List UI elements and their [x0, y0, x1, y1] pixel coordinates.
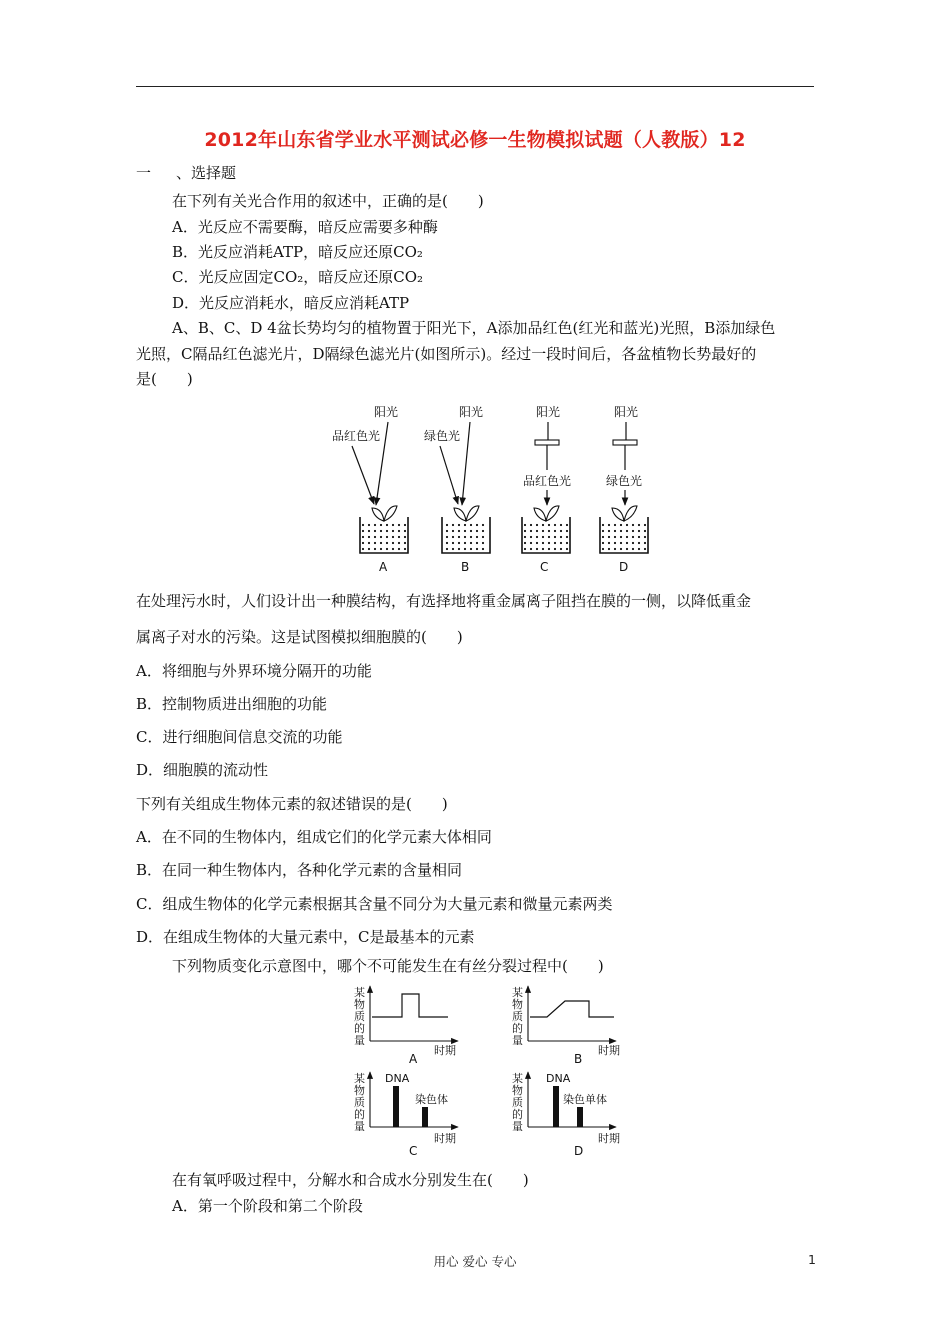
graph-c [354, 1071, 458, 1158]
pot-a [332, 404, 408, 574]
graph-a-label: A [409, 1052, 418, 1066]
pot-a-sun-label: 阳光 [374, 405, 399, 419]
graph-a-ylabel [354, 985, 365, 1047]
pot-a-soil [362, 522, 406, 551]
graph-d-xlabel: 时期 [598, 1132, 620, 1145]
q1-stem: 在下列有关光合作用的叙述中，正确的是( ) [172, 192, 484, 210]
graph-a [354, 985, 458, 1066]
pot-d-light-label: 绿色光 [606, 474, 643, 488]
svg-text:的: 的 [354, 1022, 365, 1035]
q3-line-2: 属离子对水的污染。这是试图模拟细胞膜的( ) [136, 628, 463, 646]
pot-b-soil [444, 522, 488, 551]
pot-c-light-label: 品红色光 [523, 474, 572, 488]
svg-text:物: 物 [354, 1084, 365, 1097]
q3-option-d: D．细胞膜的流动性 [136, 761, 269, 779]
pot-c [522, 404, 571, 574]
graph-c-ylabel [354, 1071, 365, 1133]
graph-d-chromatid-label: 染色单体 [563, 1093, 607, 1106]
svg-text:某: 某 [354, 1072, 365, 1085]
q6-stem: 在有氧呼吸过程中，分解水和合成水分别发生在( ) [172, 1171, 529, 1189]
pot-b-sun-label: 阳光 [459, 405, 484, 419]
pot-a-light-arrow [352, 446, 374, 504]
q4-option-a: A．在不同的生物体内，组成它们的化学元素大体相同 [136, 828, 492, 846]
pot-b [424, 404, 490, 574]
pot-c-sun-label: 阳光 [536, 405, 561, 419]
graph-b-ylabel [512, 985, 523, 1047]
graph-d-dna-bar [553, 1086, 559, 1127]
graph-c-label: C [409, 1144, 418, 1158]
q3-option-c: C．进行细胞间信息交流的功能 [136, 728, 343, 746]
q1-option-a: A．光反应不需要酶，暗反应需要多种酶 [172, 218, 438, 236]
q4-stem: 下列有关组成生物体元素的叙述错误的是( ) [136, 795, 448, 813]
pot-a-light-label: 品红色光 [332, 429, 381, 443]
graph-d-dna-label: DNA [546, 1072, 571, 1085]
svg-text:某: 某 [512, 1072, 523, 1085]
graph-c-chromosome-bar [422, 1107, 428, 1127]
svg-text:量: 量 [512, 1120, 523, 1133]
pot-b-light-label: 绿色光 [424, 429, 461, 443]
svg-text:质: 质 [354, 1096, 365, 1109]
svg-text:质: 质 [512, 1010, 523, 1023]
svg-text:物: 物 [512, 998, 523, 1011]
svg-text:物: 物 [354, 998, 365, 1011]
graph-a-xlabel: 时期 [434, 1044, 456, 1057]
pot-c-soil [524, 522, 568, 551]
q5-stem: 下列物质变化示意图中，哪个不可能发生在有丝分裂过程中( ) [172, 957, 604, 975]
svg-text:量: 量 [354, 1120, 365, 1133]
pot-b-label: B [461, 560, 470, 574]
graph-d [512, 1071, 620, 1158]
svg-text:的: 的 [512, 1022, 523, 1035]
svg-text:量: 量 [512, 1034, 523, 1047]
section-number: 一 [136, 164, 152, 182]
graph-a-curve [372, 994, 448, 1017]
q4-option-d: D．在组成生物体的大量元素中，C是最基本的元素 [136, 928, 475, 946]
q2-line-3: 是( ) [136, 370, 193, 388]
page-title: 2012年山东省学业水平测试必修一生物模拟试题（人教版）12 [204, 129, 746, 151]
graph-c-dna-bar [393, 1086, 399, 1127]
pot-d-soil [602, 522, 646, 551]
graph-d-label: D [574, 1144, 584, 1158]
q2-line-1: A、B、C、D 4盆长势均匀的植物置于阳光下，A添加品红色(红光和蓝光)光照，B添加绿色 [172, 319, 776, 337]
pot-b-plant [454, 506, 479, 521]
pot-c-filter [535, 440, 559, 445]
pot-d-label: D [619, 560, 629, 574]
pot-c-plant [534, 506, 559, 521]
graph-b-curve [530, 1001, 614, 1017]
q4-option-b: B．在同一种生物体内，各种化学元素的含量相同 [136, 861, 463, 879]
pot-d-plant [612, 506, 637, 521]
section-label: 、选择题 [176, 164, 237, 182]
q2-line-2: 光照，C隔品红色滤光片，D隔绿色滤光片(如图所示)。经过一段时间后，各盆植物长势最好的 [136, 345, 757, 363]
svg-text:物: 物 [512, 1084, 523, 1097]
footer-slogan: 用心 爱心 专心 [433, 1254, 517, 1269]
q4-option-c: C．组成生物体的化学元素根据其含量不同分为大量元素和微量元素两类 [136, 895, 613, 913]
svg-text:量: 量 [354, 1034, 365, 1047]
graph-d-chromatid-bar [577, 1107, 583, 1127]
q3-option-a: A．将细胞与外界环境分隔开的功能 [136, 662, 372, 680]
q3-line-1: 在处理污水时，人们设计出一种膜结构，有选择地将重金属离子阻挡在膜的一侧，以降低重金 [136, 592, 752, 610]
svg-text:质: 质 [512, 1096, 523, 1109]
svg-text:某: 某 [354, 986, 365, 999]
svg-text:的: 的 [354, 1108, 365, 1121]
graph-b-xlabel: 时期 [598, 1044, 620, 1057]
page-number: 1 [808, 1252, 816, 1267]
svg-text:的: 的 [512, 1108, 523, 1121]
pot-b-sun-arrow [462, 422, 470, 505]
graph-c-chromosome-label: 染色体 [415, 1093, 448, 1106]
pot-b-light-arrow [440, 446, 458, 504]
graph-d-ylabel [512, 1071, 523, 1133]
q1-option-b: B．光反应消耗ATP，暗反应还原CO₂ [172, 243, 423, 261]
q1-option-d: D．光反应消耗水，暗反应消耗ATP [172, 294, 410, 312]
svg-text:质: 质 [354, 1010, 365, 1023]
pot-c-label: C [540, 560, 549, 574]
q6-option-a: A．第一个阶段和第二个阶段 [172, 1197, 363, 1215]
graph-b-label: B [574, 1052, 583, 1066]
q1-option-c: C．光反应固定CO₂，暗反应还原CO₂ [172, 268, 424, 286]
pot-d-sun-label: 阳光 [614, 405, 639, 419]
graph-b [512, 985, 620, 1066]
pot-d [600, 404, 648, 574]
pot-a-plant [372, 506, 397, 521]
svg-text:某: 某 [512, 986, 523, 999]
graph-c-xlabel: 时期 [434, 1132, 456, 1145]
graph-c-dna-label: DNA [385, 1072, 410, 1085]
pot-d-filter [613, 440, 637, 445]
pot-a-label: A [379, 560, 388, 574]
q3-option-b: B．控制物质进出细胞的功能 [136, 695, 328, 713]
